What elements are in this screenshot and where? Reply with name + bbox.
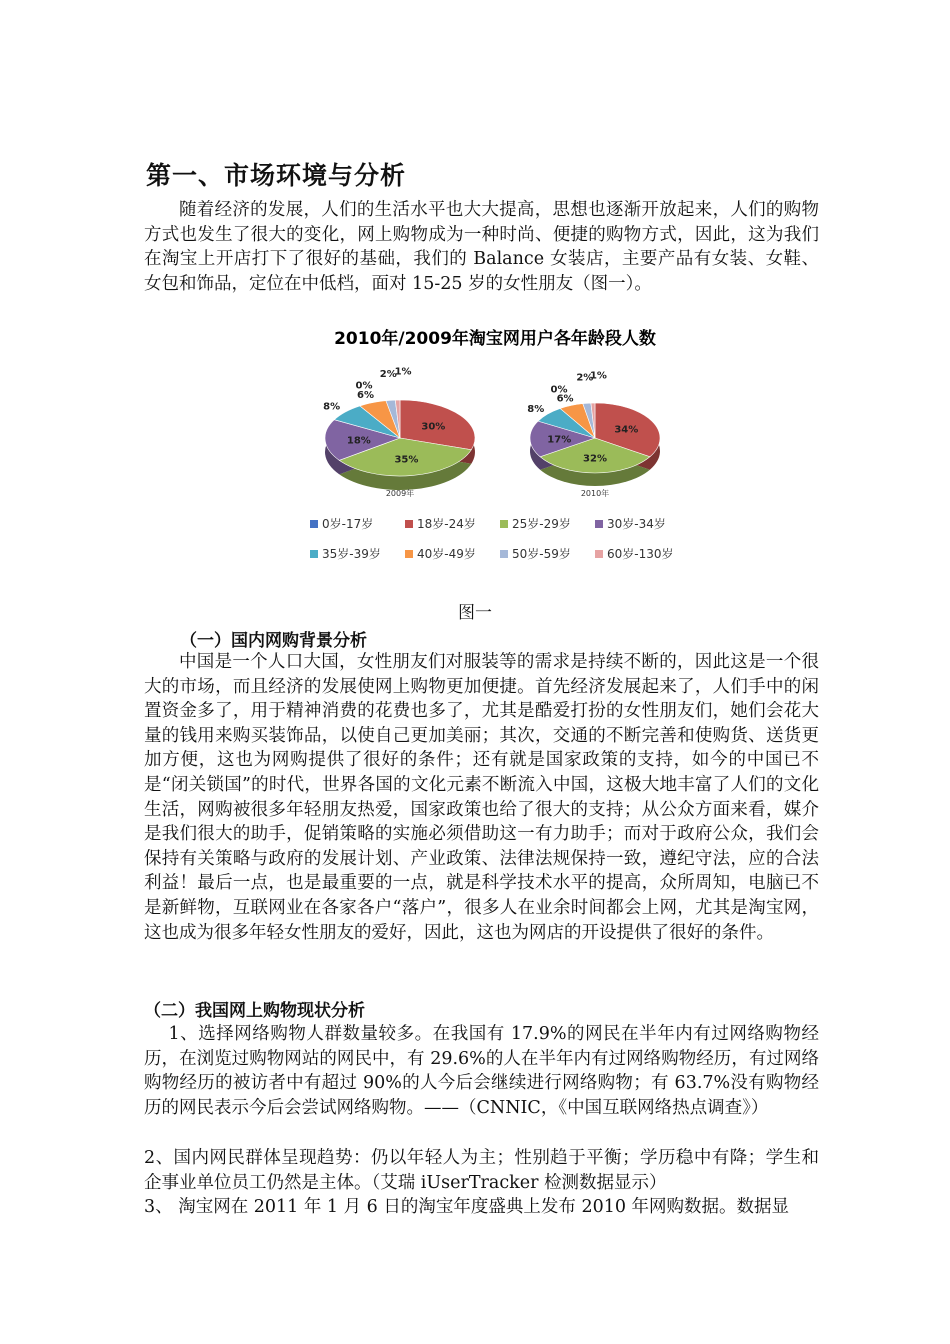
subsection2-title: （二）我国网上购物现状分析 [144, 1001, 365, 1021]
legend-swatch [310, 550, 318, 558]
data-label: 0% [355, 380, 373, 392]
data-label: 34% [614, 424, 639, 436]
legend-swatch [500, 520, 508, 528]
data-label: 32% [583, 453, 607, 465]
chart-legend [310, 516, 674, 561]
legend-label: 30岁-34岁 [607, 517, 666, 531]
intro-paragraph: 随着经济的发展，人们的生活水平也大大提高，思想也逐渐开放起来，人们的购物方式也发生了很大的变化，网上购物成为一种时尚、便捷的购物方式，因此，这为我们在淘宝上开店打下了很好的基础，我们的 Balance 女装店，主要产品有女装、女鞋、女包和饰品，定位在中低档，面对 15-25 岁的女性朋友（图一）。 [144, 200, 819, 294]
data-label: 18% [346, 435, 371, 447]
subsection1-text: 中国是一个人口大国，女性朋友们对服装等的需求是持续不断的，因此这是一个很大的市场，而且经济的发展使网上购物更加便捷。首先经济发展起来了，人们手中的闲置资金多了，用于精神消费的花费也多了，尤其是酷爱打扮的女性朋友们，她们会花大量的钱用来购买装饰品，以使自己更加美丽；其次，交通的不断完善和使购货、送货更加方便，这也为网购提供了很好的条件；还有就是国家政策的支持，如今的中国已不是“闭关锁国”的时代，世界各国的文化元素不断流入中国，这极大地丰富了人们的文化生活，网购被很多年轻朋友热爱，国家政策也给了很大的支持；从公众方面来看，媒介是我们很大的助手，促销策略的实施必须借助这一有力助手；而对于政府公众，我们会保持有关策略与政府的发展计划、产业政策、法律法规保持一致，遵纪守法，应的合法利益！最后一点，也是最重要的一点，就是科学技术水平的提高，众所周知，电脑已不是新鲜物，互联网业在各家各户“落户”，很多人在业余时间都会上网，尤其是淘宝网，这也成为很多年轻女性朋友的爱好，因此，这也为网店的开设提供了很好的条件。 [144, 652, 819, 943]
list-item-3: 3、 淘宝网在 2011 年 1 月 6 日的淘宝年度盛典上发布 2010 年网购数据。数据显 [144, 1197, 790, 1217]
pie-year-label: 2009年 [385, 489, 415, 498]
data-label: 0% [550, 384, 568, 396]
pie-year-label: 2010年 [580, 489, 610, 498]
data-label: 8% [527, 404, 545, 416]
subsection1-title: （一）国内网购背景分析 [180, 631, 367, 651]
legend-swatch [500, 550, 508, 558]
legend-label: 50岁-59岁 [512, 547, 571, 561]
legend-swatch [405, 550, 413, 558]
data-label: 1% [394, 366, 412, 378]
pie-2010年 [527, 370, 660, 498]
chart-title: 2010年/2009年淘宝网用户各年龄段人数 [334, 329, 656, 349]
data-label: 17% [547, 434, 572, 446]
age-distribution-chart [290, 320, 710, 580]
legend-label: 0岁-17岁 [322, 517, 374, 531]
legend-label: 25岁-29岁 [512, 517, 571, 531]
legend-label: 60岁-130岁 [607, 547, 674, 561]
list-item-2: 2、国内网民群体呈现趋势：仍以年轻人为主；性别趋于平衡；学历稳中有降；学生和企事业单位员工仍然是主体。（艾瑞 iUserTracker 检测数据显示） [144, 1148, 819, 1193]
data-label: 2% [379, 368, 397, 380]
list-item-1: 1、选择网络购物人群数量较多。在我国有 17.9%的网民在半年内有过网络购物经历，在浏览过购物网站的网民中，有 29.6%的人在半年内有过网络购物经历，有过网络购物经历的被访者中有超过 90%的人今后会继续进行网络购物；有 63.7%没有购物经历的网民表示今后会尝试网络购物。——（CNNIC，《中国互联网络热点调查》） [144, 1024, 819, 1118]
section-title: 第一、市场环境与分析 [146, 161, 407, 190]
legend-swatch [595, 520, 603, 528]
data-label: 1% [589, 370, 607, 382]
data-label: 30% [421, 421, 446, 433]
data-label: 6% [356, 389, 374, 401]
legend-label: 18岁-24岁 [417, 517, 476, 531]
legend-label: 35岁-39岁 [322, 547, 381, 561]
pie-2009年 [323, 367, 475, 498]
legend-swatch [405, 520, 413, 528]
data-label: 35% [394, 454, 419, 466]
data-label: 2% [576, 372, 594, 384]
data-label: 8% [323, 401, 341, 413]
figure-caption: 图一 [458, 603, 492, 623]
legend-swatch [595, 550, 603, 558]
legend-swatch [310, 520, 318, 528]
data-label: 6% [556, 393, 574, 405]
legend-label: 40岁-49岁 [417, 547, 476, 561]
